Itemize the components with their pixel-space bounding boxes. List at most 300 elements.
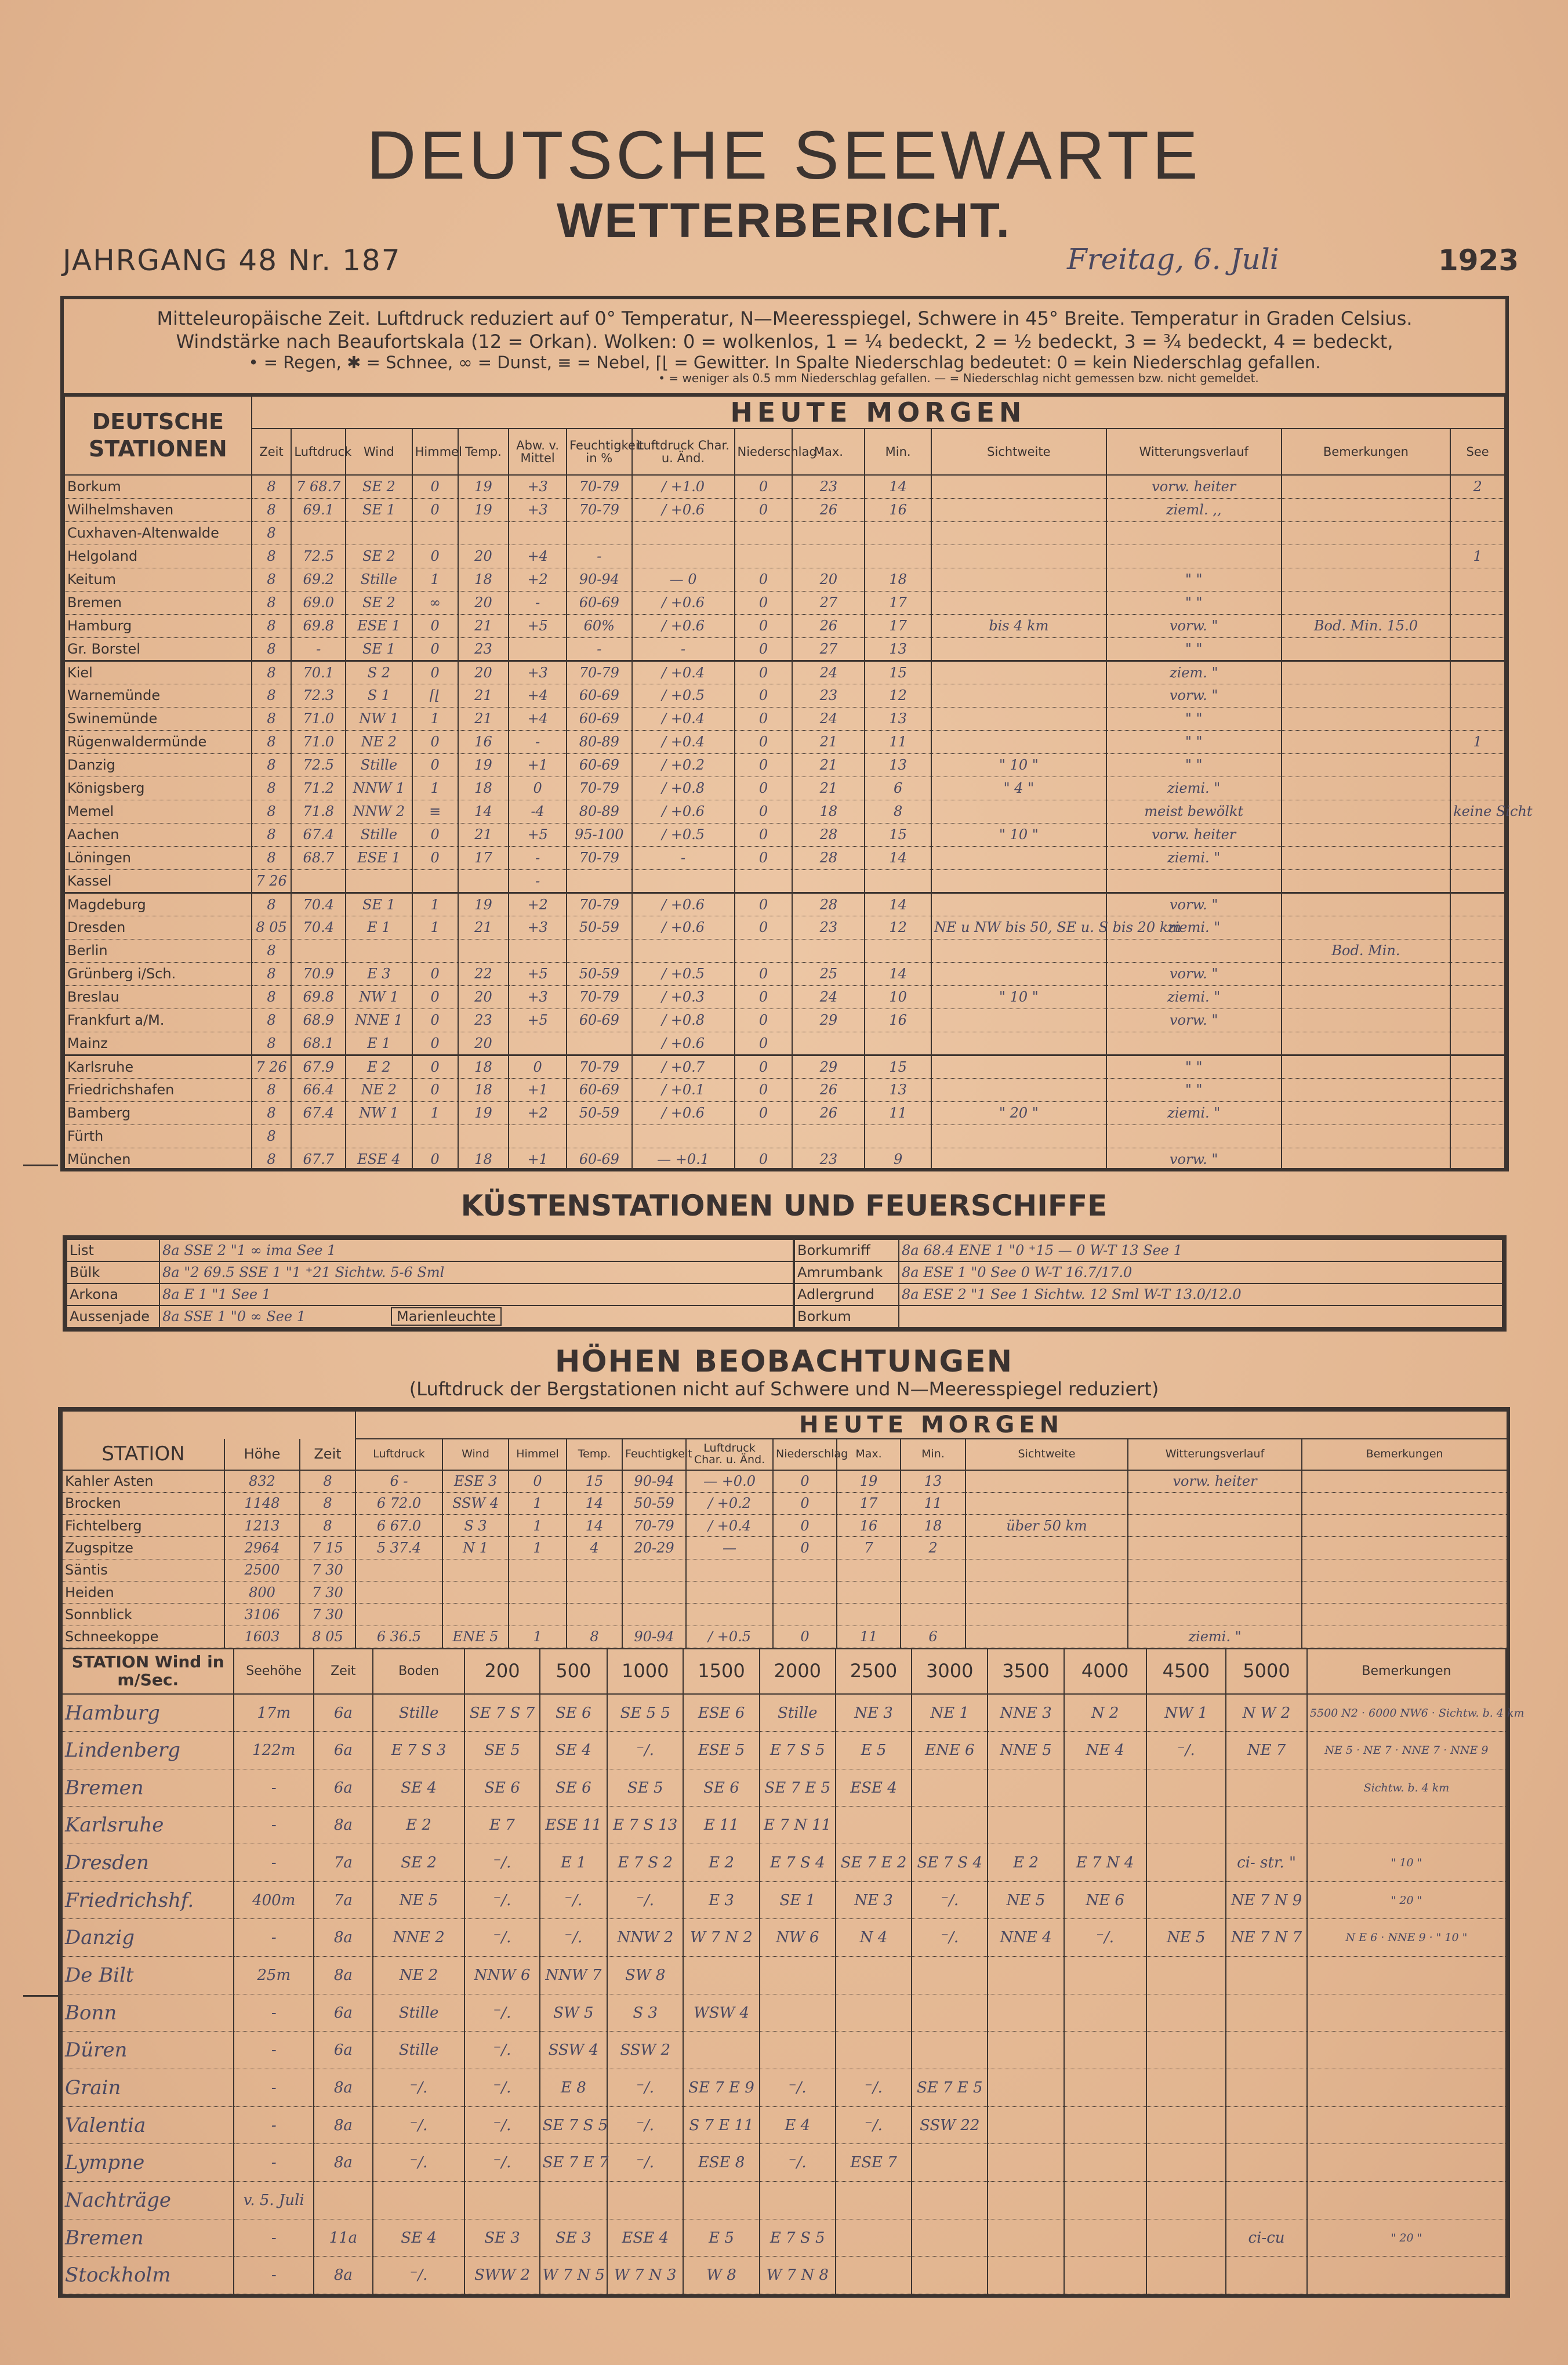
station-value: [1282, 916, 1451, 939]
pilot-row: [62, 1844, 1506, 1882]
station-value: ESE 4: [346, 1148, 412, 1171]
mountain-value: 11: [837, 1626, 901, 1648]
mountain-value: 7 30: [300, 1581, 355, 1604]
station-value: 80-89: [567, 800, 631, 823]
pilot-station-name: Bonn: [62, 1994, 234, 2032]
station-name: Mainz: [64, 1032, 252, 1055]
station-value: / +0.7: [632, 1055, 735, 1078]
station-value: ziemi. ": [1106, 985, 1282, 1009]
station-value: [1450, 661, 1505, 684]
station-name: Danzig: [64, 753, 252, 777]
main-banner: HEUTE MORGEN: [252, 396, 1505, 429]
station-value: -: [509, 869, 567, 893]
station-value: 8: [252, 962, 292, 985]
station-value: 18: [458, 1078, 509, 1101]
station-row: [64, 1032, 1505, 1055]
pilot-value: ⁻/.: [836, 2069, 912, 2107]
station-value: [735, 939, 793, 962]
pilot-value: -: [234, 2069, 314, 2107]
pilot-value: -: [234, 2144, 314, 2182]
mountain-row: [62, 1515, 1507, 1537]
station-value: 8: [252, 707, 292, 730]
station-value: vorw. ": [1106, 962, 1282, 985]
station-value: 0: [735, 1009, 793, 1032]
station-value: ziem. ": [1106, 661, 1282, 684]
coastal-row: [67, 1283, 793, 1305]
pilot-value: ⁻/.: [464, 1994, 539, 2032]
station-value: [1282, 1078, 1451, 1101]
station-value: 20: [458, 985, 509, 1009]
column-header: Zeit: [252, 429, 292, 475]
station-row: [64, 614, 1505, 637]
mountain-row: [62, 1581, 1507, 1604]
station-value: 60-69: [567, 684, 631, 707]
mountain-value: [966, 1492, 1128, 1514]
mountain-value: 17: [837, 1492, 901, 1514]
station-value: 14: [865, 893, 931, 916]
mountain-value: 13: [901, 1470, 966, 1492]
station-row: [64, 1009, 1505, 1032]
pilot-value: [1226, 2069, 1307, 2107]
station-value: 23: [792, 1148, 865, 1171]
mountain-value: 70-79: [622, 1515, 686, 1537]
pilot-value: NE 7 N 7: [1226, 1919, 1307, 1957]
pilot-value: 11a: [314, 2219, 373, 2257]
station-value: 0: [412, 1078, 458, 1101]
station-value: [1450, 568, 1505, 591]
pilot-value: SE 6: [683, 1769, 759, 1807]
pilot-value: 400m: [234, 1881, 314, 1919]
pilot-column-header: 500: [540, 1649, 607, 1694]
station-value: [632, 545, 735, 568]
pilot-value: ⁻/.: [836, 2106, 912, 2144]
station-value: [1282, 637, 1451, 661]
mountain-value: [1302, 1492, 1507, 1514]
mountain-value: [686, 1581, 773, 1604]
pilot-value: SE 3: [464, 2219, 539, 2257]
station-value: 8 05: [252, 916, 292, 939]
legend-line-1: Mitteleuropäische Zeit. Luftdruck reduziert auf 0° Temperatur, N—Meeresspiegel, Schwere in 45° Breite. Temperatur in Graden Celsius.: [157, 307, 1413, 329]
station-value: [291, 939, 346, 962]
station-row: [64, 661, 1505, 684]
station-value: Stille: [346, 823, 412, 846]
pilot-value: ⁻/.: [607, 2144, 683, 2182]
station-value: [1450, 962, 1505, 985]
legend-line-2: Windstärke nach Beaufortskala (12 = Orkan). Wolken: 0 = wolkenlos, 1 = ¼ bedeckt, 2 = ½ bedeckt, 3 = ¾ bedeckt, 4 = bedeckt,: [176, 331, 1393, 353]
pilot-value: E 2: [988, 1844, 1064, 1882]
station-value: 26: [792, 498, 865, 521]
station-value: [567, 1125, 631, 1148]
pilot-value: ⁻/.: [373, 2144, 465, 2182]
pilot-value: E 7 S 3: [373, 1732, 465, 1769]
station-value: " 10 ": [931, 985, 1106, 1009]
station-value: NNE 1: [346, 1009, 412, 1032]
mountain-value: [837, 1559, 901, 1581]
pilot-value: SE 5: [607, 1769, 683, 1807]
report-subtitle: WETTERBERICHT.: [557, 193, 1011, 248]
station-value: [346, 521, 412, 545]
pilot-value: [988, 2219, 1064, 2257]
pilot-value: ESE 4: [836, 1769, 912, 1807]
pilot-value: [988, 1957, 1064, 1994]
station-value: 0: [509, 777, 567, 800]
column-header: Wind: [346, 429, 412, 475]
station-value: 1: [1450, 545, 1505, 568]
station-name: Warnemünde: [64, 684, 252, 707]
station-value: 27: [792, 591, 865, 614]
pilot-station-name: Nachträge: [62, 2182, 234, 2219]
pilot-value: NNE 5: [988, 1732, 1064, 1769]
station-value: 16: [865, 1009, 931, 1032]
mountain-station-name: Schneekoppe: [62, 1626, 224, 1648]
station-value: 0: [735, 591, 793, 614]
coastal-station-name: Aussenjade: [67, 1305, 159, 1327]
mountain-value: 6 72.0: [355, 1492, 442, 1514]
mountain-value: über 50 km: [966, 1515, 1128, 1537]
station-value: [931, 1009, 1106, 1032]
issue-year: 1923: [1438, 244, 1519, 277]
pilot-value: [912, 2032, 988, 2069]
mountain-value: [1128, 1581, 1302, 1604]
mountain-value: SSW 4: [442, 1492, 509, 1514]
station-value: +3: [509, 916, 567, 939]
station-value: [632, 521, 735, 545]
mountain-value: [442, 1559, 509, 1581]
station-value: " ": [1106, 568, 1282, 591]
mountain-row: [62, 1470, 1507, 1492]
station-value: [632, 939, 735, 962]
pilot-value: E 7 N 11: [760, 1807, 836, 1844]
pilot-value: E 7 N 4: [1064, 1844, 1146, 1882]
altitude-column-header: Luftdruck: [355, 1439, 442, 1470]
station-value: 0: [735, 846, 793, 869]
altitude-column-header: Max.: [837, 1439, 901, 1470]
mountain-value: 0: [773, 1515, 837, 1537]
mountain-value: 18: [901, 1515, 966, 1537]
station-value: 0: [412, 985, 458, 1009]
station-row: [64, 823, 1505, 846]
pilot-value: [683, 2182, 759, 2219]
station-value: 6: [865, 777, 931, 800]
mountain-value: — +0.0: [686, 1470, 773, 1492]
station-value: 70-79: [567, 661, 631, 684]
station-name: Karlsruhe: [64, 1055, 252, 1078]
pilot-column-header: 4000: [1064, 1649, 1146, 1694]
pilot-value: [1226, 2257, 1307, 2294]
station-value: 0: [735, 684, 793, 707]
station-row: [64, 916, 1505, 939]
pilot-value: [1307, 2144, 1506, 2182]
pilot-value: 5500 N2 · 6000 NW6 · Sichtw. b. 4 km: [1307, 1694, 1506, 1732]
mountain-value: 0: [773, 1470, 837, 1492]
pilot-column-header: 5000: [1226, 1649, 1307, 1694]
station-value: [1282, 1055, 1451, 1078]
pilot-value: ENE 6: [912, 1732, 988, 1769]
station-value: 26: [792, 1078, 865, 1101]
altitude-column-header: Temp.: [567, 1439, 622, 1470]
station-name: Berlin: [64, 939, 252, 962]
station-value: SE 2: [346, 475, 412, 498]
station-value: " 4 ": [931, 777, 1106, 800]
station-value: 0: [735, 661, 793, 684]
pilot-value: [540, 2182, 607, 2219]
pilot-value: ci-cu: [1226, 2219, 1307, 2257]
pilot-value: ESE 11: [540, 1807, 607, 1844]
pilot-value: [1226, 2182, 1307, 2219]
station-value: [735, 521, 793, 545]
station-value: ∞: [412, 591, 458, 614]
station-value: [1282, 893, 1451, 916]
column-header: Witterungsverlauf: [1106, 429, 1282, 475]
station-name: Kiel: [64, 661, 252, 684]
station-name: Fürth: [64, 1125, 252, 1148]
station-value: 0: [735, 1148, 793, 1171]
coastal-station-report: 8a E 1 "1 See 1: [159, 1283, 793, 1305]
station-value: [1282, 962, 1451, 985]
station-value: ziemi. ": [1106, 777, 1282, 800]
pilot-value: SE 6: [540, 1769, 607, 1807]
mountain-value: [355, 1604, 442, 1626]
station-value: 14: [865, 475, 931, 498]
mountain-table: [61, 1410, 1508, 1648]
coastal-row: [794, 1283, 1502, 1305]
pilot-value: -: [234, 1844, 314, 1882]
station-value: [1450, 1101, 1505, 1125]
mountain-station-name: Fichtelberg: [62, 1515, 224, 1537]
station-value: [1450, 1032, 1505, 1055]
station-value: 20: [458, 591, 509, 614]
pilot-value: E 7: [464, 1807, 539, 1844]
pilot-column-header: 2000: [760, 1649, 836, 1694]
column-header: Himmel: [412, 429, 458, 475]
pilot-value: 122m: [234, 1732, 314, 1769]
station-value: [412, 521, 458, 545]
station-value: +5: [509, 962, 567, 985]
station-value: / +0.8: [632, 1009, 735, 1032]
mountain-station-name: Heiden: [62, 1581, 224, 1604]
station-value: 0: [412, 637, 458, 661]
mountain-station-name: Brocken: [62, 1492, 224, 1514]
pilot-station-name: Grain: [62, 2069, 234, 2107]
station-value: vorw. heiter: [1106, 823, 1282, 846]
mountain-value: [966, 1537, 1128, 1559]
station-value: [291, 521, 346, 545]
station-value: 0: [735, 637, 793, 661]
station-value: 60-69: [567, 1078, 631, 1101]
station-name: München: [64, 1148, 252, 1171]
station-value: 0: [735, 916, 793, 939]
pilot-value: -: [234, 2257, 314, 2294]
pilot-value: SWW 2: [464, 2257, 539, 2294]
mountain-value: [966, 1559, 1128, 1581]
station-value: [931, 730, 1106, 753]
station-value: [458, 1125, 509, 1148]
station-value: 27: [792, 637, 865, 661]
pilot-value: W 7 N 3: [607, 2257, 683, 2294]
mountain-value: [773, 1604, 837, 1626]
station-value: 8: [252, 591, 292, 614]
pilot-value: S 7 E 11: [683, 2106, 759, 2144]
pilot-value: [1064, 1994, 1146, 2032]
station-value: [1450, 985, 1505, 1009]
station-value: vorw. heiter: [1106, 475, 1282, 498]
pilot-value: [988, 2144, 1064, 2182]
station-value: [1282, 684, 1451, 707]
mountain-value: [1302, 1537, 1507, 1559]
station-value: 71.0: [291, 707, 346, 730]
station-value: 18: [458, 568, 509, 591]
pilot-value: NE 3: [836, 1694, 912, 1732]
coastal-station-name: Arkona: [67, 1283, 159, 1305]
station-value: [931, 545, 1106, 568]
station-value: 21: [458, 614, 509, 637]
mountain-value: [901, 1559, 966, 1581]
station-value: Stille: [346, 568, 412, 591]
station-name: Dresden: [64, 916, 252, 939]
station-value: vorw. ": [1106, 684, 1282, 707]
mountain-value: 6 67.0: [355, 1515, 442, 1537]
station-value: / +0.4: [632, 661, 735, 684]
pilot-value: [1226, 2106, 1307, 2144]
mountain-station-name: Säntis: [62, 1559, 224, 1581]
mountain-value: 2: [901, 1537, 966, 1559]
station-value: [735, 1125, 793, 1148]
station-value: 21: [792, 753, 865, 777]
pilot-value: NE 5 · NE 7 · NNE 7 · NNE 9: [1307, 1732, 1506, 1769]
station-value: +3: [509, 661, 567, 684]
pilot-station-name: Düren: [62, 2032, 234, 2069]
pilot-value: N 2: [1064, 1694, 1146, 1732]
station-value: 70.4: [291, 916, 346, 939]
station-value: NE u NW bis 50, SE u. S bis 20 km: [931, 916, 1106, 939]
mountain-value: 6: [901, 1626, 966, 1648]
station-name: Löningen: [64, 846, 252, 869]
station-value: NW 1: [346, 985, 412, 1009]
station-value: [792, 1032, 865, 1055]
station-value: 0: [412, 753, 458, 777]
station-value: [1282, 475, 1451, 498]
station-name: Königsberg: [64, 777, 252, 800]
mountain-value: [567, 1604, 622, 1626]
mountain-value: [1302, 1604, 1507, 1626]
pilot-value: 8a: [314, 1807, 373, 1844]
pilot-value: [1064, 2144, 1146, 2182]
pilot-value: E 4: [760, 2106, 836, 2144]
mountain-value: 2500: [224, 1559, 300, 1581]
pilot-balloon-table: [61, 1648, 1525, 2294]
mountain-value: 3106: [224, 1604, 300, 1626]
pilot-value: SE 6: [464, 1769, 539, 1807]
station-value: — +0.1: [632, 1148, 735, 1171]
station-value: 26: [792, 1101, 865, 1125]
altitude-note: (Luftdruck der Bergstationen nicht auf Schwere und N—Meeresspiegel reduziert): [409, 1378, 1159, 1400]
station-value: [931, 1125, 1106, 1148]
pilot-value: SE 5: [464, 1732, 539, 1769]
pilot-value: ESE 7: [836, 2144, 912, 2182]
station-value: 17: [458, 846, 509, 869]
station-row: [64, 1125, 1505, 1148]
station-value: 0: [412, 1148, 458, 1171]
pilot-value: ⁻/.: [760, 2144, 836, 2182]
pilot-value: [1064, 2219, 1146, 2257]
station-row: [64, 498, 1505, 521]
station-value: ziemi. ": [1106, 1101, 1282, 1125]
station-value: zieml. ,,: [1106, 498, 1282, 521]
column-header: Luftdruck Char. u. Änd.: [632, 429, 735, 475]
station-value: / +0.2: [632, 753, 735, 777]
pilot-row: [62, 1769, 1506, 1807]
pilot-value: E 7 S 13: [607, 1807, 683, 1844]
mountain-value: 16: [837, 1515, 901, 1537]
pilot-value: [912, 2219, 988, 2257]
pilot-station-name: Valentia: [62, 2106, 234, 2144]
pilot-row: [62, 1694, 1506, 1732]
pilot-value: N 4: [836, 1919, 912, 1957]
station-value: 19: [458, 893, 509, 916]
pilot-value: [683, 1957, 759, 1994]
pilot-value: Sichtw. b. 4 km: [1307, 1769, 1506, 1807]
station-value: vorw. ": [1106, 1009, 1282, 1032]
station-value: [792, 521, 865, 545]
station-value: 23: [792, 916, 865, 939]
station-value: [931, 475, 1106, 498]
station-value: 8: [252, 985, 292, 1009]
station-value: 20: [792, 568, 865, 591]
pilot-value: SE 4: [540, 1732, 607, 1769]
station-value: " 10 ": [931, 823, 1106, 846]
station-value: NE 2: [346, 730, 412, 753]
pilot-value: SSW 2: [607, 2032, 683, 2069]
station-value: 72.5: [291, 545, 346, 568]
coastal-title: KÜSTENSTATIONEN UND FEUERSCHIFFE: [460, 1189, 1108, 1223]
mountain-value: [1302, 1626, 1507, 1648]
pilot-value: [988, 2032, 1064, 2069]
altitude-title: HÖHEN BEOBACHTUNGEN: [554, 1344, 1014, 1379]
altitude-column-header: Luftdruck Char. u. Änd.: [686, 1439, 773, 1470]
mountain-value: 1: [509, 1492, 567, 1514]
station-value: 66.4: [291, 1078, 346, 1101]
station-value: 19: [458, 498, 509, 521]
coastal-right-table: [794, 1239, 1503, 1328]
mountain-value: [966, 1626, 1128, 1648]
station-value: 72.5: [291, 753, 346, 777]
pilot-value: -: [234, 1994, 314, 2032]
station-value: [931, 568, 1106, 591]
pilot-value: SE 7 E 9: [683, 2069, 759, 2107]
station-value: " ": [1106, 637, 1282, 661]
pilot-value: [1307, 1957, 1506, 1994]
pilot-value: E 7 S 5: [760, 2219, 836, 2257]
station-value: [1282, 730, 1451, 753]
station-name: Gr. Borstel: [64, 637, 252, 661]
station-value: 0: [412, 846, 458, 869]
station-value: 70-79: [567, 498, 631, 521]
station-value: 60-69: [567, 707, 631, 730]
station-value: 71.2: [291, 777, 346, 800]
pilot-value: v. 5. Juli: [234, 2182, 314, 2219]
pilot-row: [62, 1881, 1506, 1919]
station-value: 50-59: [567, 962, 631, 985]
altitude-column-header: Bemerkungen: [1302, 1439, 1507, 1470]
pilot-value: [760, 2182, 836, 2219]
station-value: 15: [865, 823, 931, 846]
station-value: 13: [865, 1078, 931, 1101]
pilot-value: SE 7 S 4: [912, 1844, 988, 1882]
station-value: 70.4: [291, 893, 346, 916]
pilot-value: SW 5: [540, 1994, 607, 2032]
station-value: 12: [865, 916, 931, 939]
station-value: -: [567, 545, 631, 568]
